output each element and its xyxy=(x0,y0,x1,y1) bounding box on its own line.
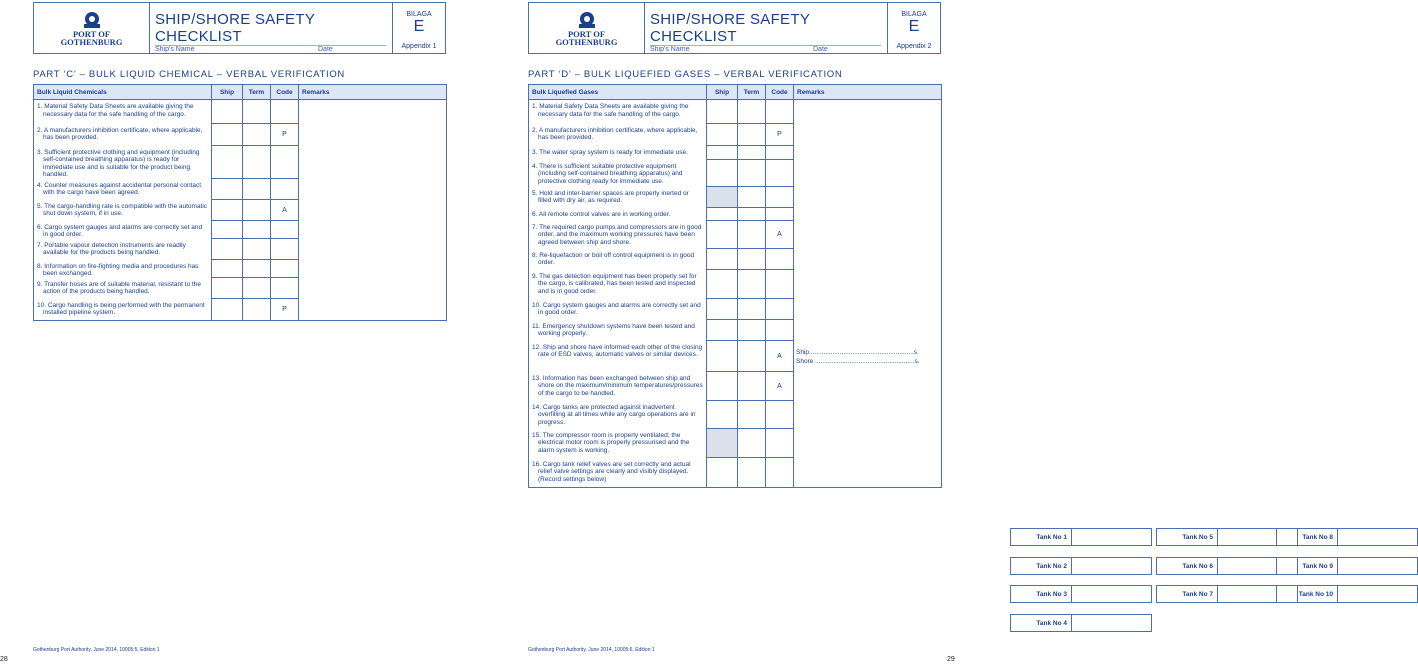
cell-remarks[interactable] xyxy=(794,208,942,221)
table-row xyxy=(529,208,942,221)
cell-ship[interactable] xyxy=(707,187,738,208)
cell-ship[interactable] xyxy=(707,341,738,372)
tank-field-3[interactable] xyxy=(1010,585,1152,603)
cell-remarks[interactable] xyxy=(299,239,447,260)
cell-code: P xyxy=(271,299,299,321)
cell-ship[interactable] xyxy=(212,221,243,239)
cell-code: A xyxy=(271,200,299,221)
bilaga-label: BILAGA xyxy=(406,11,432,18)
page-title: SHIP/SHORE SAFETY CHECKLIST xyxy=(155,11,315,45)
cell-remarks[interactable] xyxy=(794,221,942,249)
cell-remarks[interactable] xyxy=(794,100,942,124)
bilaga-letter: E xyxy=(413,18,425,35)
checklist-item-text: 2. A manufacturers inhibition certificate, where applicable, has been provided. xyxy=(37,126,203,141)
cell-ship[interactable] xyxy=(707,401,738,429)
cell-term[interactable] xyxy=(243,239,271,260)
checklist-item-text: 9. The gas detection equipment has been properly set for the cargo, is calibrated, has been tested and inspected and is in good order. xyxy=(532,272,697,295)
table-row xyxy=(34,239,447,260)
checklist-item-text: 7. The required cargo pumps and compressors are in good order, and the maximum working pressures have been agreed between ship and shore. xyxy=(532,223,702,246)
checklist-item-text: 6. All remote control valves are in working order. xyxy=(532,210,671,218)
tank-input[interactable] xyxy=(1071,529,1151,545)
table-row xyxy=(529,146,942,160)
tank-input[interactable] xyxy=(1071,615,1151,631)
right-header xyxy=(528,2,941,54)
page-title: SHIP/SHORE SAFETY CHECKLIST xyxy=(650,11,810,45)
cell-term[interactable] xyxy=(243,124,271,146)
checklist-item-text: 6. Cargo system gauges and alarms are correctly set and in good order. xyxy=(37,223,203,238)
cell-code xyxy=(766,146,794,160)
cell-ship[interactable] xyxy=(212,100,243,124)
cell-ship[interactable] xyxy=(212,124,243,146)
page-number: 29 xyxy=(947,656,955,663)
cell-ship[interactable] xyxy=(707,160,738,187)
cell-ship[interactable] xyxy=(707,221,738,249)
cell-code xyxy=(766,100,794,124)
logo-text-2: GOTHENBURG xyxy=(555,37,618,47)
cell-term[interactable] xyxy=(243,260,271,278)
date-label: Date xyxy=(813,46,828,53)
cell-ship[interactable] xyxy=(707,429,738,458)
checklist-item-text: 14. Cargo tanks are protected against inadvertent overfilling at all times while any cargo operations are in progress. xyxy=(532,403,696,426)
footer-text: Gothenburg Port Authority, June 2014, 10005:6, Edition 1 xyxy=(528,647,655,653)
tank-label: Tank No 4 xyxy=(1036,619,1067,627)
tank-label: Tank No 2 xyxy=(1036,562,1067,570)
cell-ship[interactable] xyxy=(212,299,243,321)
cell-ship[interactable] xyxy=(212,239,243,260)
ships-name-label: Ship's Name xyxy=(650,46,690,53)
table-row xyxy=(34,221,447,239)
cell-term[interactable] xyxy=(738,372,766,401)
table-row xyxy=(529,341,942,372)
cell-remarks[interactable] xyxy=(794,320,942,341)
cell-ship[interactable] xyxy=(707,458,738,488)
cell-term[interactable] xyxy=(738,160,766,187)
cell-ship[interactable] xyxy=(707,124,738,146)
checklist-item-text: 8. Information on fire-fighting media and procedures has been exchanged. xyxy=(37,262,199,277)
tank-input[interactable] xyxy=(1071,558,1151,574)
table-row xyxy=(529,299,942,320)
tank-field-1[interactable] xyxy=(1010,528,1152,546)
part-c-title: PART ‘C’ – BULK LIQUID CHEMICAL – VERBAL VERIFICATION xyxy=(33,69,345,80)
tank-label: Tank No 1 xyxy=(1036,533,1067,541)
col-header-remarks: Remarks xyxy=(299,85,447,100)
table-row xyxy=(529,401,942,429)
table-row xyxy=(34,100,447,124)
table-row xyxy=(34,146,447,179)
cell-code: P xyxy=(271,124,299,146)
checklist-item-text: 10. Cargo system gauges and alarms are correctly set and in good order. xyxy=(532,301,701,316)
cell-ship[interactable] xyxy=(212,200,243,221)
col-header-code: Code xyxy=(271,85,299,100)
cell-term[interactable] xyxy=(738,401,766,429)
cell-term[interactable] xyxy=(738,249,766,270)
cell-remarks[interactable] xyxy=(794,299,942,320)
table-row xyxy=(529,372,942,401)
cell-code xyxy=(766,270,794,299)
checklist-item-text: 5. Hold and inter-barrier spaces are properly inerted or filled with dry air, as required. xyxy=(532,189,689,204)
cell-remarks[interactable] xyxy=(794,146,942,160)
checklist-item-text: 4. Counter measures against accidental personal contact with the cargo have been agreed. xyxy=(37,181,202,196)
tank-input[interactable] xyxy=(1337,529,1417,545)
cell-term[interactable] xyxy=(738,458,766,488)
checklist-item-text: 12. Ship and shore have informed each other of the closing rate of ESD valves, automatic valves or similar devices. xyxy=(532,343,703,358)
table-row xyxy=(529,100,942,124)
checklist-item-text: 16. Cargo tank relief valves are set correctly and actual relief valve settings are clearly and visibly displayed. (Record settings below) xyxy=(532,460,691,483)
col-header-ship: Ship xyxy=(212,85,243,100)
cell-ship[interactable] xyxy=(212,260,243,278)
cell-term[interactable] xyxy=(243,221,271,239)
table-row xyxy=(34,278,447,299)
checklist-item-text: 3. Sufficient protective clothing and equipment (including self-contained breathing apparatus) is ready for immediate use and is suitable for the product being handled. xyxy=(37,148,200,178)
cell-ship[interactable] xyxy=(212,146,243,179)
cell-term[interactable] xyxy=(738,100,766,124)
cell-ship[interactable] xyxy=(707,208,738,221)
cell-term[interactable] xyxy=(243,299,271,321)
col-header-ship: Ship xyxy=(707,85,738,100)
cell-code xyxy=(766,187,794,208)
cell-code xyxy=(271,179,299,200)
cell-remarks[interactable] xyxy=(794,401,942,429)
cell-remarks[interactable] xyxy=(299,299,447,321)
tank-label: Tank No 8 xyxy=(1302,533,1333,541)
checklist-item-text: 15. The compressor room is properly ventilated; the electrical motor room is properly pressurised and the alarm system is working. xyxy=(532,431,690,454)
port-crown-icon xyxy=(78,10,106,30)
cell-term[interactable] xyxy=(738,221,766,249)
checklist-item-text: 8. Re-liquefaction or boil off control equipment is in good order. xyxy=(532,251,695,266)
appendix-label: Appendix 1 xyxy=(401,43,437,50)
cell-remarks[interactable] xyxy=(299,124,447,146)
cell-term[interactable] xyxy=(738,124,766,146)
tank-field-8[interactable] xyxy=(1276,528,1418,546)
cell-remarks[interactable] xyxy=(299,260,447,278)
tank-label: Tank No 3 xyxy=(1036,590,1067,598)
cell-code xyxy=(271,100,299,124)
cell-code xyxy=(766,458,794,488)
cell-remarks[interactable] xyxy=(794,458,942,488)
table-row xyxy=(529,187,942,208)
cell-code xyxy=(766,299,794,320)
port-logo xyxy=(34,3,150,53)
cell-ship[interactable] xyxy=(707,100,738,124)
tank-field-4[interactable] xyxy=(1010,614,1152,632)
tank-label: Tank No 5 xyxy=(1182,533,1213,541)
col-header-item: Bulk Liquefied Gases xyxy=(529,85,707,100)
col-header-item: Bulk Liquid Chemicals xyxy=(34,85,212,100)
cell-code: P xyxy=(766,124,794,146)
left-header xyxy=(33,2,446,54)
cell-ship[interactable] xyxy=(212,179,243,200)
remarks-line[interactable]: Shore .......................................................s. xyxy=(796,357,920,365)
cell-term[interactable] xyxy=(738,320,766,341)
table-row xyxy=(529,320,942,341)
col-header-remarks: Remarks xyxy=(794,85,942,100)
table-row xyxy=(529,124,942,146)
table-row xyxy=(34,260,447,278)
cell-code xyxy=(271,278,299,299)
cell-remarks[interactable] xyxy=(299,278,447,299)
tank-input[interactable] xyxy=(1071,586,1151,602)
cell-remarks[interactable] xyxy=(794,249,942,270)
logo-text-1: PORT OF xyxy=(567,28,606,39)
checklist-item-text: 7. Portable vapour detection instruments are readily available for the products being handled. xyxy=(37,241,186,256)
cell-term[interactable] xyxy=(243,200,271,221)
cell-remarks[interactable] xyxy=(299,179,447,200)
cell-code xyxy=(766,320,794,341)
cell-remarks[interactable] xyxy=(794,160,942,187)
tank-input[interactable] xyxy=(1337,558,1417,574)
bilaga-letter: E xyxy=(908,18,920,35)
right-page xyxy=(480,0,1333,664)
col-header-term: Term xyxy=(738,85,766,100)
tank-input[interactable] xyxy=(1337,586,1417,602)
cell-code xyxy=(271,146,299,179)
cell-ship[interactable] xyxy=(707,270,738,299)
table-row xyxy=(529,458,942,488)
cell-remarks[interactable] xyxy=(794,429,942,458)
cell-ship[interactable] xyxy=(707,299,738,320)
footer-text: Gothenburg Port Authority, June 2014, 10005:5, Edition 1 xyxy=(33,647,160,653)
cell-ship[interactable] xyxy=(707,146,738,160)
cell-code xyxy=(271,221,299,239)
cell-ship[interactable] xyxy=(707,320,738,341)
checklist-item-text: 11. Emergency shutdown systems have been tested and working properly. xyxy=(532,322,695,337)
cell-term[interactable] xyxy=(738,270,766,299)
cell-term[interactable] xyxy=(738,187,766,208)
cell-code xyxy=(766,401,794,429)
logo-text-2: GOTHENBURG xyxy=(60,37,123,47)
cell-term[interactable] xyxy=(243,179,271,200)
cell-remarks[interactable] xyxy=(794,270,942,299)
tank-field-2[interactable] xyxy=(1010,557,1152,575)
checklist-item-text: 4. There is sufficient suitable protective equipment (including self-contained breathing apparatus) and protective clothing ready for immediate use. xyxy=(532,162,683,185)
cell-term[interactable] xyxy=(738,146,766,160)
checklist-item-text: 10. Cargo handling is being performed with the permanent installed pipeline system. xyxy=(37,301,205,316)
checklist-item-text: 1. Material Safety Data Sheets are available giving the necessary data for the safe handling of the cargo. xyxy=(37,103,194,118)
cell-term[interactable] xyxy=(243,278,271,299)
cell-remarks[interactable] xyxy=(794,372,942,401)
table-row xyxy=(34,299,447,321)
port-logo xyxy=(529,3,645,53)
tank-label: Tank No 10 xyxy=(1298,590,1333,598)
tank-label: Tank No 9 xyxy=(1302,562,1333,570)
checklist-item-text: 1. Material Safety Data Sheets are available giving the necessary data for the safe handling of the cargo. xyxy=(532,103,689,118)
tank-label: Tank No 7 xyxy=(1182,590,1213,598)
cell-remarks[interactable] xyxy=(299,221,447,239)
cell-remarks[interactable] xyxy=(794,124,942,146)
cell-code: A xyxy=(766,341,794,372)
cell-remarks[interactable] xyxy=(299,100,447,124)
cell-ship[interactable] xyxy=(212,278,243,299)
page-number: 28 xyxy=(0,656,8,663)
cell-code xyxy=(271,260,299,278)
entry-line xyxy=(155,45,386,46)
left-page xyxy=(0,0,480,664)
checklist-item-text: 5. The cargo-handling rate is compatible with the automatic shut down system, if in use. xyxy=(37,202,208,217)
cell-term[interactable] xyxy=(738,429,766,458)
cell-code: A xyxy=(766,221,794,249)
cell-ship[interactable] xyxy=(707,372,738,401)
checklist-item-text: 13. Information has been exchanged between ship and shore on the maximum/minimum temperatures/pressures of the cargo to be handled. xyxy=(532,374,703,397)
entry-line xyxy=(650,45,881,46)
cell-code xyxy=(271,239,299,260)
cell-code xyxy=(766,160,794,187)
cell-remarks[interactable] xyxy=(794,187,942,208)
checklist-table-d xyxy=(528,84,942,488)
cell-code xyxy=(766,249,794,270)
table-row xyxy=(529,160,942,187)
cell-code xyxy=(766,429,794,458)
checklist-table-c xyxy=(33,84,447,321)
checklist-item-text: 2. A manufacturers inhibition certificate, where applicable, has been provided. xyxy=(532,126,698,141)
port-crown-icon xyxy=(573,10,601,30)
table-row xyxy=(529,429,942,458)
tank-label: Tank No 6 xyxy=(1182,562,1213,570)
checklist-item-text: 3. The water spray system is ready for immediate use. xyxy=(532,148,688,156)
cell-code xyxy=(766,208,794,221)
cell-term[interactable] xyxy=(243,146,271,179)
cell-code: A xyxy=(766,372,794,401)
col-header-term: Term xyxy=(243,85,271,100)
cell-term[interactable] xyxy=(738,341,766,372)
checklist-item-text: 9. Transfer hoses are of suitable material, resistant to the action of the products being handled. xyxy=(37,280,202,295)
table-row xyxy=(34,200,447,221)
cell-ship[interactable] xyxy=(707,249,738,270)
tank-field-10[interactable] xyxy=(1276,585,1418,603)
logo-text-1: PORT OF xyxy=(72,28,111,39)
col-header-code: Code xyxy=(766,85,794,100)
tank-field-9[interactable] xyxy=(1276,557,1418,575)
cell-remarks[interactable] xyxy=(794,341,942,372)
cell-term[interactable] xyxy=(738,299,766,320)
cell-term[interactable] xyxy=(738,208,766,221)
part-d-title: PART ‘D’ – BULK LIQUEFIED GASES – VERBAL VERIFICATION xyxy=(528,69,843,80)
appendix-label: Appendix 2 xyxy=(896,43,932,50)
cell-remarks[interactable] xyxy=(299,200,447,221)
table-row xyxy=(529,270,942,299)
bilaga-label: BILAGA xyxy=(901,11,927,18)
date-label: Date xyxy=(318,46,333,53)
table-row xyxy=(34,179,447,200)
table-row xyxy=(529,249,942,270)
cell-remarks[interactable] xyxy=(299,146,447,179)
ships-name-label: Ship's Name xyxy=(155,46,195,53)
remarks-line[interactable]: Ship..........................................................s. xyxy=(796,348,919,356)
cell-term[interactable] xyxy=(243,100,271,124)
table-row xyxy=(529,221,942,249)
table-row xyxy=(34,124,447,146)
